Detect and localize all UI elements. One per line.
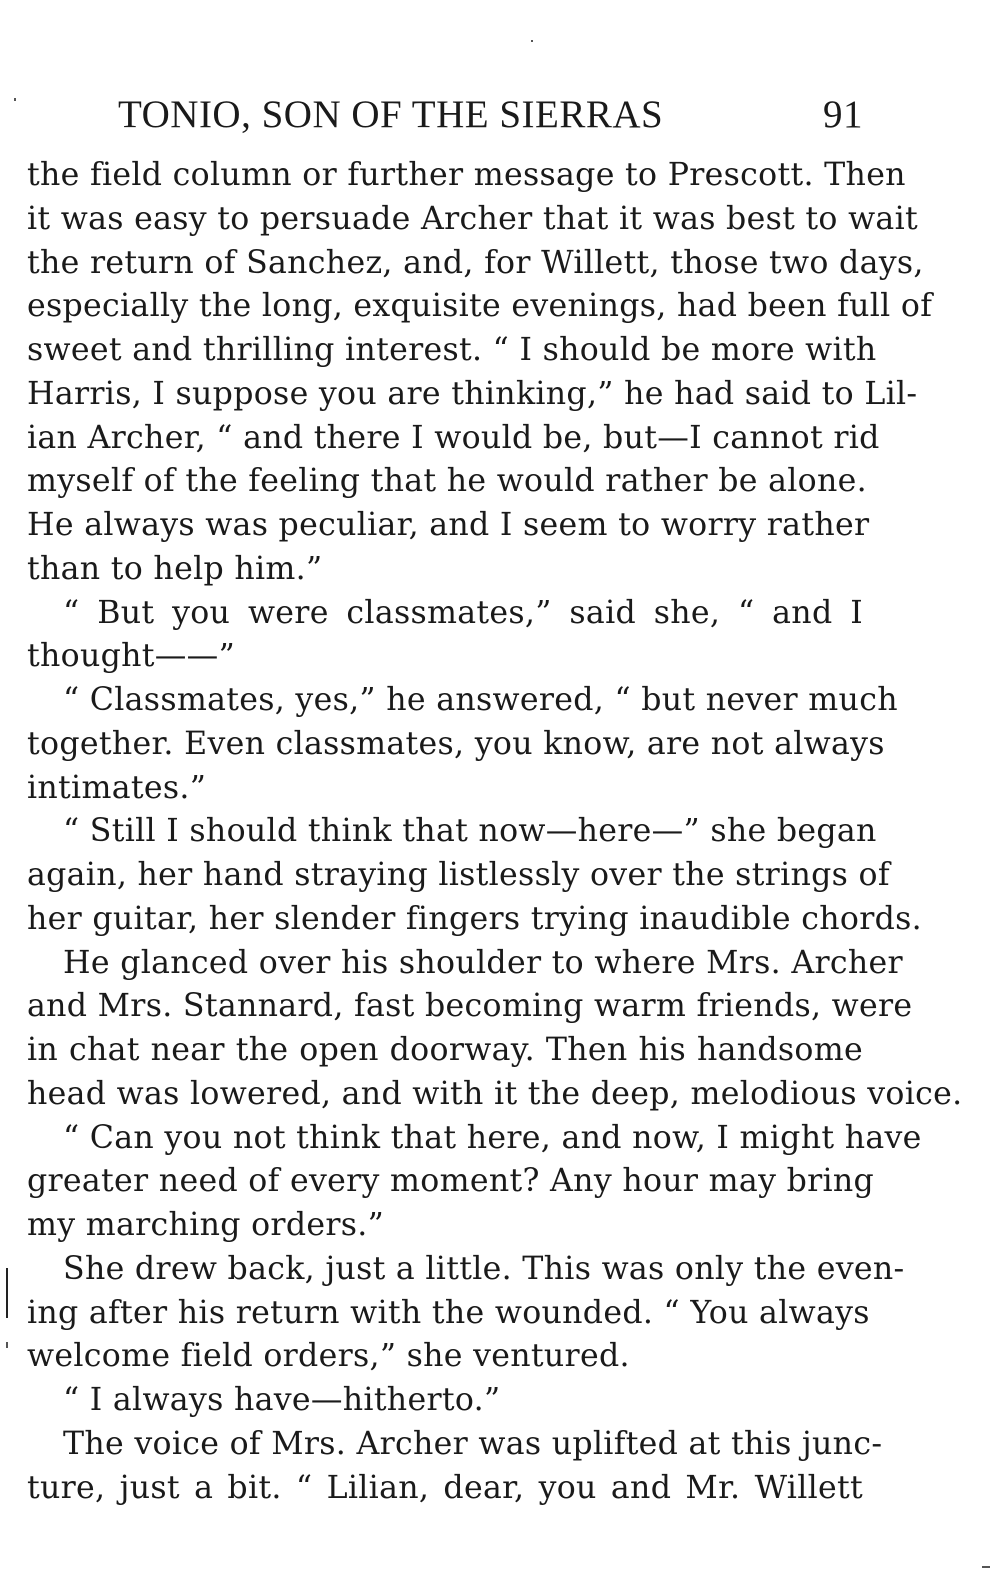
text-line: greater need of every moment? Any hour may bring [27,1163,875,1200]
text-line: together. Even classmates, you know, are not always [27,725,885,762]
text-line: my marching orders.” [27,1207,385,1243]
text-line: the return of Sanchez, and, for Willett, those two days, [27,244,924,281]
text-line: it was easy to persuade Archer that it was best to wait [27,200,918,237]
text-line: in chat near the open doorway. Then his handsome [27,1032,863,1068]
text-line: sweet and thrilling interest. “ I should be more with [27,332,877,368]
text-line: myself of the feeling that he would rather be alone. [27,463,867,500]
text-line: especially the long, exquisite evenings, had been full of [27,288,933,325]
text-line: “ But you were classmates,” said she, “ and I [63,594,863,631]
text-line: ian Archer, “ and there I would be, but—I cannot rid [27,419,880,456]
body-text [27,154,963,1510]
page-number: 91 [823,93,863,136]
text-line: ing after his return with the wounded. “ You always [27,1294,870,1331]
running-header [118,92,863,138]
text-line: and Mrs. Stannard, fast becoming warm friends, were [27,988,913,1025]
text-line: The voice of Mrs. Archer was uplifted at this junc- [63,1425,883,1462]
text-line: again, her hand straying listlessly over the strings of [27,857,890,893]
text-line: welcome field orders,” she ventured. [27,1338,630,1375]
scan-mark [6,1268,8,1318]
text-line: the field column or further message to Prescott. Then [27,157,906,193]
text-line: She drew back, just a little. This was only the even- [63,1250,905,1287]
text-line: thought——” [27,638,236,675]
scan-speck [6,1342,8,1348]
text-line: her guitar, her slender fingers trying inaudible chords. [27,900,923,937]
text-line: Harris, I suppose you are thinking,” he had said to Lil- [27,375,918,412]
scan-speck [982,1566,990,1568]
text-line: “ Classmates, yes,” he answered, “ but never much [63,682,898,718]
scan-speck [531,40,533,42]
text-line: “ I always have—hitherto.” [63,1382,501,1418]
text-line: head was lowered, and with it the deep, melodious voice. [27,1075,963,1112]
text-line: “ Can you not think that here, and now, I might have [63,1119,922,1156]
text-line: intimates.” [27,769,207,806]
running-title: TONIO, SON OF THE SIERRAS [118,93,664,136]
text-line: He always was peculiar, and I seem to worry rather [27,507,870,543]
text-line: He glanced over his shoulder to where Mrs. Archer [63,944,903,981]
text-line: ture, just a bit. “ Lilian, dear, you and Mr. Willett [27,1469,863,1506]
text-line: than to help him.” [27,550,323,587]
text-line: “ Still I should think that now—here—” she began [63,813,877,850]
scan-speck [14,98,16,101]
